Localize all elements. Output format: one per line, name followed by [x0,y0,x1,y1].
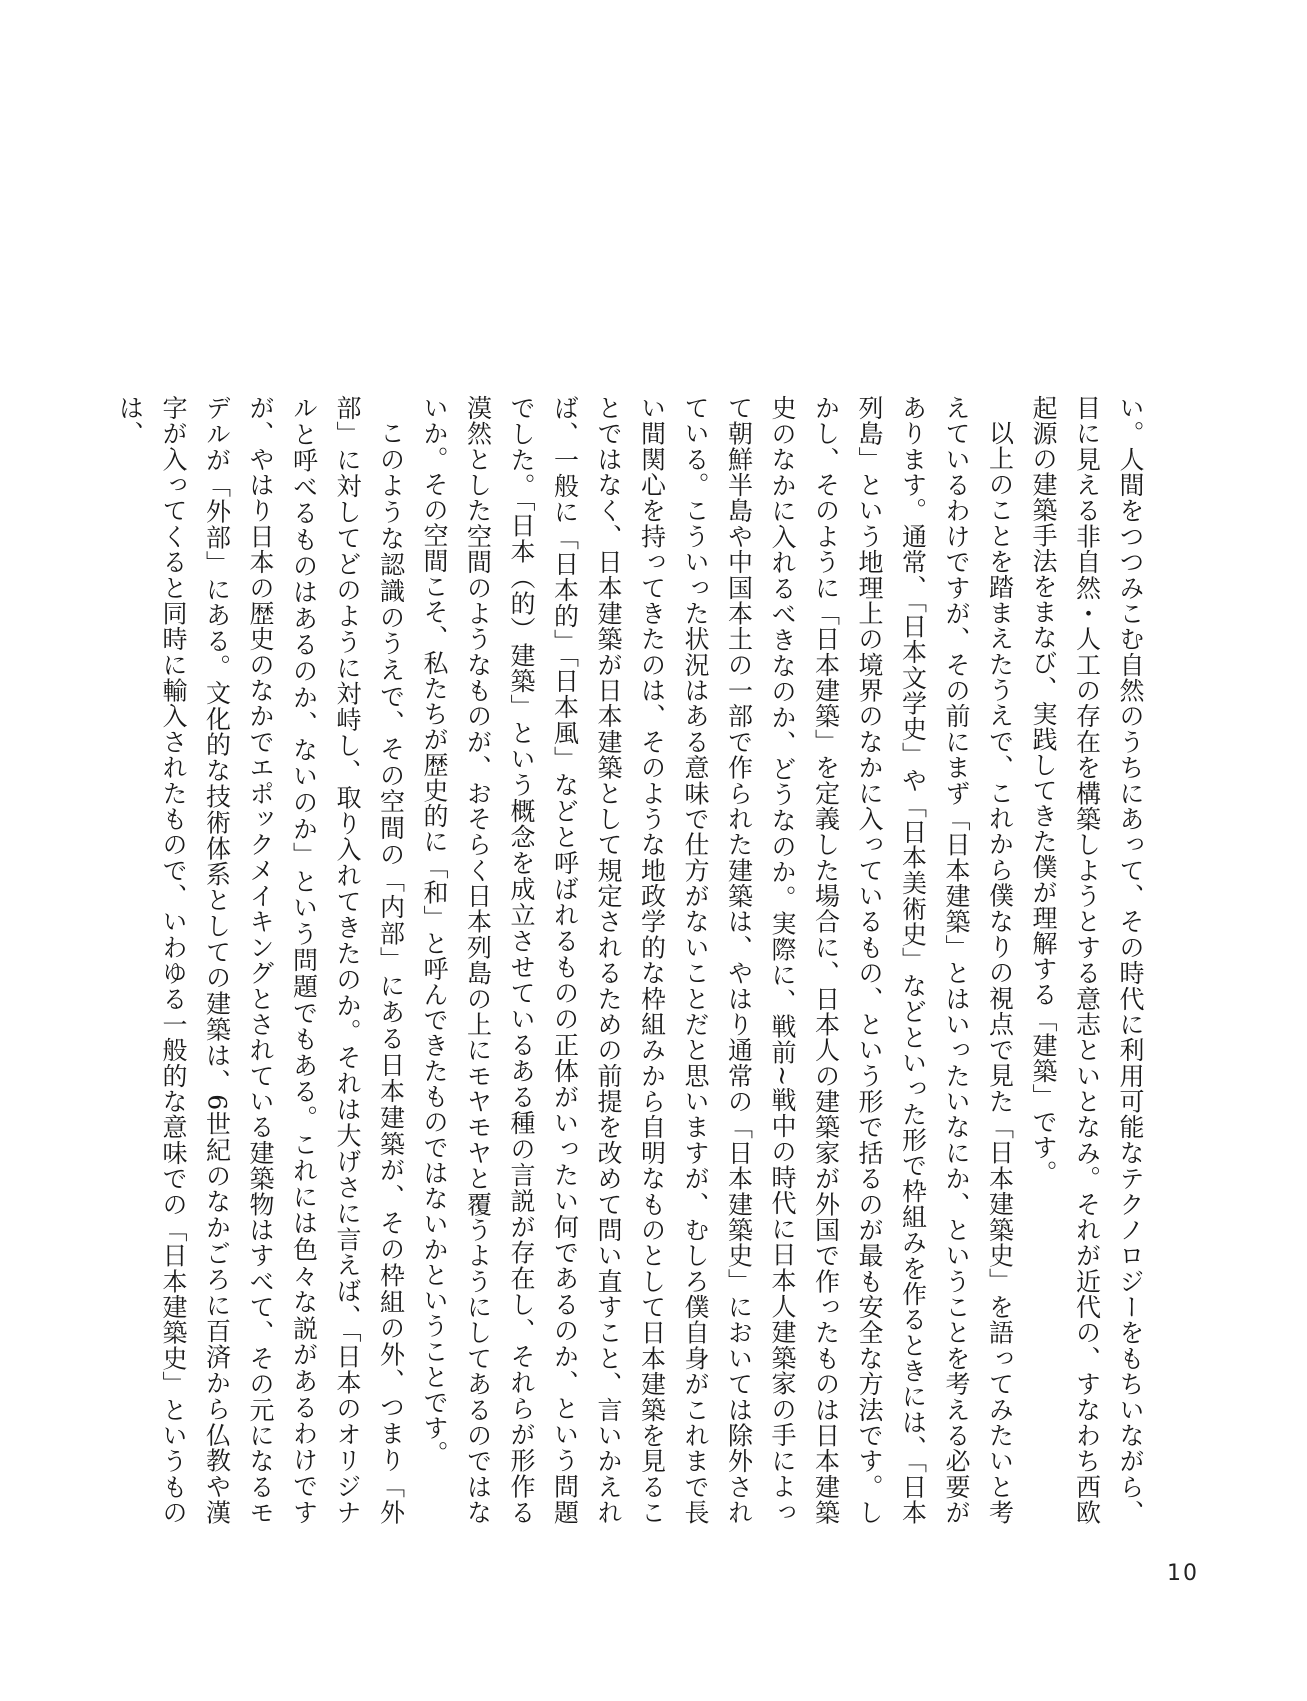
paragraph-1: い。人間をつつみこむ自然のうちにあって、その時代に利用可能なテクノロジーをもちいながら、目に見える非自然・人工の存在を構築しようとする意志といとなみ。それが近代の、すなわち西欧起源の建築手法をまなび、実践してきた僕が理解する「建築」です。 [1029,395,1145,1525]
page-number: 10 [1167,1561,1199,1586]
paragraph-2: 以上のことを踏まえたうえで、これから僕なりの視点で見た「日本建築史」を語ってみたいと考えているわけですが、その前にまず「日本建築」とはいったいなにか、ということを考える必要があります。通常、「日本文学史」や「日本美術史」などといった形で枠組みを作るときには、「日本列島」という地理上の境界のなかに入っているもの、という形で括るのが最も安全な方法です。しかし、そのように「日本建築」を定義した場合に、日本人の建築家が外国で作ったものは日本建築史のなかに入れるべきなのか、どうなのか。実際に、戦前~戦中の時代に日本人建築家の手によって朝鮮半島や中国本土の一部で作られた建築は、やはり通常の「日本建築史」においては除外されている。こういった状況はある意味で仕方がないことだと思いますが、むしろ僕自身がこれまで長い間関心を持ってきたのは、そのような地政学的な枠組みから自明なものとして日本建築を見ることではなく、日本建築が日本建築として規定されるための前提を改めて問い直すこと、言いかえれば、一般に「日本的」「日本風」などと呼ばれるものの正体がいったい何であるのか、という問題でした。「日本（的）建築」という概念を成立させているある種の言説が存在し、それらが形作る漠然とした空間のようなものが、おそらく日本列島の上にモヤモヤと覆うようにしてあるのではないか。その空間こそ、私たちが歴史的に「和」と呼んできたものではないかということです。 [420,395,1015,1525]
paragraph-3: このような認識のうえで、その空間の「内部」にある日本建築が、その枠組の外、つまり「外部」に対してどのように対峙し、取り入れてきたのか。それは大げさに言えば、「日本のオリジナルと呼べるものはあるのか、ないのか」という問題でもある。これには色々な説があるわけですが、やはり日本の歴史のなかでエポックメイキングとされている建築物はすべて、その元になるモデルが「外部」にある。文化的な技術体系としての建築は、6世紀のなかごろに百済から仏教や漢字が入ってくると同時に輸入されたもので、いわゆる一般的な意味での「日本建築史」というものは、 [115,395,406,1525]
body-text [115,395,1152,1525]
